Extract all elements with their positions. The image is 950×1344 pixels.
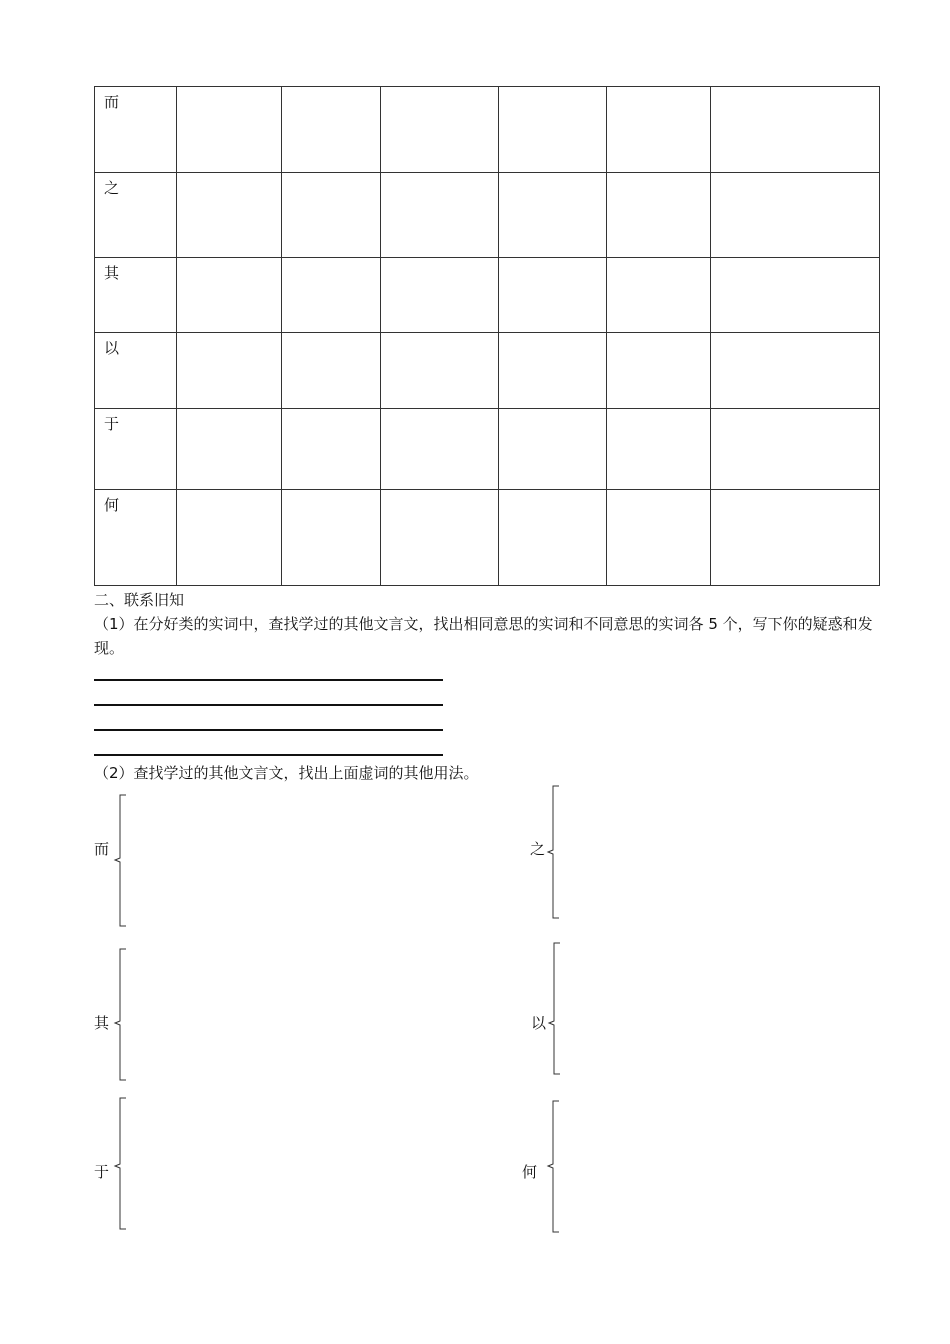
- row-label: 以: [95, 333, 177, 409]
- brace-label: 于: [94, 1163, 110, 1181]
- answer-line[interactable]: [94, 729, 443, 731]
- table-cell[interactable]: [499, 87, 607, 173]
- table-cell[interactable]: [381, 409, 499, 490]
- table-cell[interactable]: [499, 333, 607, 409]
- table-cell[interactable]: [282, 258, 381, 333]
- table-cell[interactable]: [499, 490, 607, 586]
- table-cell[interactable]: [177, 173, 282, 258]
- answer-line[interactable]: [94, 704, 443, 706]
- question-2: （2）查找学过的其他文言文，找出上面虚词的其他用法。: [94, 764, 479, 782]
- table-cell[interactable]: [607, 87, 711, 173]
- left-brace: [114, 1098, 128, 1230]
- right-brace: [547, 786, 561, 919]
- table-cell[interactable]: [499, 258, 607, 333]
- brace-label: 以: [531, 1014, 547, 1032]
- table-cell[interactable]: [282, 173, 381, 258]
- brace-label: 而: [94, 840, 110, 858]
- table-row: [95, 173, 880, 258]
- brace-label: 何: [522, 1163, 538, 1181]
- question-1: （1）在分好类的实词中，查找学过的其他文言文，找出相同意思的实词和不同意思的实词各 5 个，写下你的疑惑和发现。: [94, 615, 873, 657]
- table-row: [95, 409, 880, 490]
- table-row: [95, 258, 880, 333]
- answer-line[interactable]: [94, 679, 443, 681]
- section-title: 二、联系旧知: [94, 591, 185, 609]
- table-cell[interactable]: [607, 173, 711, 258]
- table-cell[interactable]: [607, 258, 711, 333]
- left-brace: [114, 795, 128, 927]
- table-row: [95, 333, 880, 409]
- row-label: 其: [95, 258, 177, 333]
- brace-label: 之: [530, 840, 546, 858]
- table-cell[interactable]: [282, 490, 381, 586]
- table-cell[interactable]: [381, 490, 499, 586]
- brace-label: 其: [94, 1014, 110, 1032]
- table-cell[interactable]: [282, 333, 381, 409]
- table-cell[interactable]: [499, 409, 607, 490]
- row-label: 而: [95, 87, 177, 173]
- table-row: [95, 490, 880, 586]
- function-word-table: [94, 86, 880, 586]
- table-cell[interactable]: [711, 173, 880, 258]
- row-label: 于: [95, 409, 177, 490]
- table-cell[interactable]: [711, 258, 880, 333]
- table-cell[interactable]: [177, 490, 282, 586]
- table-cell[interactable]: [381, 333, 499, 409]
- answer-line[interactable]: [94, 754, 443, 756]
- row-label: 之: [95, 173, 177, 258]
- table-cell[interactable]: [607, 409, 711, 490]
- table-cell[interactable]: [381, 258, 499, 333]
- table-cell[interactable]: [711, 490, 880, 586]
- table-cell[interactable]: [177, 258, 282, 333]
- table-cell[interactable]: [177, 333, 282, 409]
- table-cell[interactable]: [177, 87, 282, 173]
- right-brace: [547, 1101, 561, 1233]
- table-cell[interactable]: [381, 173, 499, 258]
- table-cell[interactable]: [282, 87, 381, 173]
- table-cell[interactable]: [711, 333, 880, 409]
- table-cell[interactable]: [711, 87, 880, 173]
- row-label: 何: [95, 490, 177, 586]
- left-brace: [114, 949, 128, 1081]
- table-cell[interactable]: [282, 409, 381, 490]
- table-row: [95, 87, 880, 173]
- table-cell[interactable]: [607, 490, 711, 586]
- right-brace: [548, 943, 562, 1075]
- table-cell[interactable]: [177, 409, 282, 490]
- table-cell[interactable]: [711, 409, 880, 490]
- table-cell[interactable]: [381, 87, 499, 173]
- table-cell[interactable]: [499, 173, 607, 258]
- table-cell[interactable]: [607, 333, 711, 409]
